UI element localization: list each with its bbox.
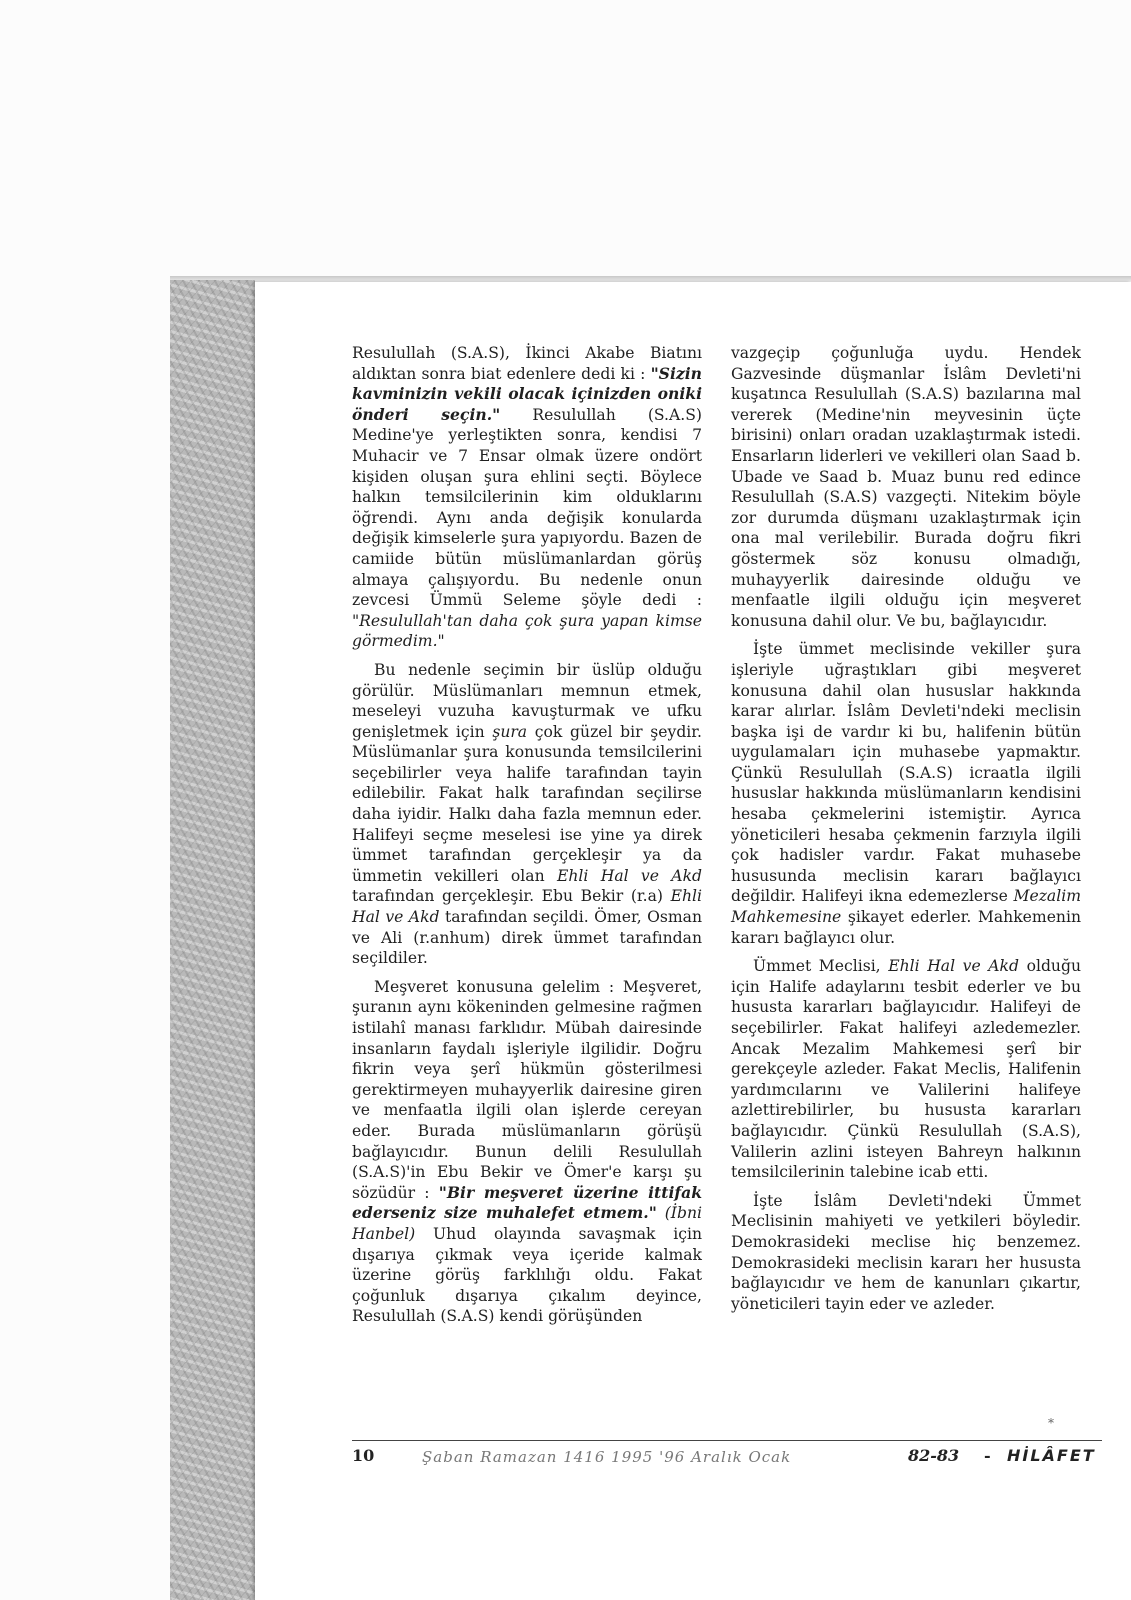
footer-rule (352, 1440, 1102, 1441)
quote: "Sizin kavminizin vekili olacak içinizden oniki önderi seçin." (352, 363, 702, 424)
text-column-left (352, 343, 702, 1335)
footer-separator: - (984, 1446, 991, 1465)
paragraph: İşte İslâm Devleti'ndeki Ümmet Meclisinin mahiyeti ve yetkileri böyledir. Demokrasideki meclise hiç benzemez. Demokrasideki meclisin kararı her hususta bağlayıcıdır ve hem de kanunları çıkartır, yöneticileri tayin eder ve azleder. (731, 1191, 1081, 1313)
paragraph: Ümmet Meclisi, Ehli Hal ve Akd olduğu için Halife adaylarını tesbit ederler ve bu hususta kararları bağlayıcıdır. Halifeyi de seçebilirler. Fakat halifeyi azledemezler. Ancak Mezalim Mahkemesi şerî bir gerekçeyle azleder. Fakat Meclis, Halifenin yardımcılarını ve Valilerini halifeye azlettirebilirler, bu hususta kararları bağlayıcıdır. Çünkü Resulullah (S.A.S), Valilerin azlini isteyen Bahreyn halkının temsilcilerinin talebine icab etti. (731, 957, 1081, 1182)
page-footer (352, 1446, 1102, 1472)
text-column-right (731, 343, 1081, 1322)
issue-date: Şaban Ramazan 1416 1995 '96 Aralık Ocak (422, 1448, 792, 1466)
magazine-logo: HİLÂFET (1007, 1446, 1096, 1465)
paragraph: İşte ümmet meclisinde vekiller şura işleriyle uğraştıkları gibi meşveret konusuna dahil olan hususlar hakkında karar alırlar. İslâm Devleti'ndeki meclisin başka işi de vardır ki bu, halifenin bütün uygulamaları için muhasebe yapmaktır. Çünkü Resulullah (S.A.S) icraatla ilgili hususlar hakkında müslümanların kendisini hesaba çekmelerini istemiştir. Ayrıca yöneticileri hesaba çekmenin farzıyla ilgili çok hadisler vardır. Fakat muhasebe hususunda meclisin kararı bağlayıcı değildir. Halifeyi ikna edemezlerse Mezalim Mahkemesine şikayet ederler. Mahkemenin kararı bağlayıcı olur. (731, 640, 1081, 947)
issue-number: 82-83 (908, 1446, 960, 1465)
end-mark: * (1048, 1416, 1054, 1430)
paragraph: Meşveret konusuna gelelim : Meşveret, şuranın aynı kökeninden gelmesine rağmen istilahî manası farklıdır. Mübah dairesinde insanların faydalı işleriyle ilgilidir. Doğru fikrin veya şerî hükmün gösterilmesi gerektirmeyen muhayyerlik dairesine giren ve menfaatla ilgili olan işlerde cereyan eder. Burada müslümanların görüşü bağlayıcıdır. Bunun delili Resulullah (S.A.S)'in Ebu Bekir ve Ömer'e karşı şu sözüdür : "Bir meşveret üzerine ittifak ederseniz size muhalefet etmem." (İbni Hanbel) Uhud olayında savaşmak için dışarıya çıkmak veya içeride kalmak üzerine görüş farklılığı oldu. Fakat çoğunluk dışarıya çıkalım deyince, Resulullah (S.A.S) kendi görüşünden (352, 977, 703, 1326)
paragraph: vazgeçip çoğunluğa uydu. Hendek Gazvesinde düşmanlar İslâm Devleti'ni kuşatınca Resulullah (S.A.S) bazılarına mal vererek (Medine'nin meyvesinin üçte birisini) onları oradan uzaklaştırmak istedi. Ensarların liderleri ve vekilleri olan Saad b. Ubade ve Saad b. Muaz bunu red edince Resulullah (S.A.S) vazgeçti. Nitekim böyle zor durumda düşmanı uzaklaştırmak için ona mal verilebilir. Burada doğru fikri göstermek söz konusu olmadığı, muhayyerlik dairesinde olduğu ve menfaatle ilgili olduğu için meşveret konusuna dahil olur. Ve bu, bağlayıcıdır. (731, 344, 1081, 630)
textured-cover-strip (170, 280, 255, 1600)
quote: "Bir meşveret üzerine ittifak ederseniz size muhalefet etmem." (352, 1182, 703, 1223)
page-number: 10 (352, 1446, 375, 1465)
citation: (İbni Hanbel) (352, 1204, 702, 1243)
quote: "Resulullah'tan daha çok şura yapan kimse görmedim." (352, 611, 702, 651)
paragraph: Bu nedenle seçimin bir üslüp olduğu görülür. Müslümanları memnun etmek, meseleyi vuzuha kavuşturmak ve ufku genişletmek için şura çok güzel bir şeydir. Müslümanlar şura konusunda temsilcilerini seçebilirler veya halife tarafından tayin edilebilir. Fakat halk tarafından seçilirse daha iyidir. Halkı daha fazla memnun eder. Halifeyi seçme meselesi ise yine ya direk ümmet tarafından gerçekleşir ya da ümmetin vekilleri olan Ehli Hal ve Akd tarafından gerçekleşir. Ebu Bekir (r.a) Ehli Hal ve Akd tarafından seçildi. Ömer, Osman ve Ali (r.anhum) direk ümmet tarafından seçildiler. (352, 660, 703, 968)
paragraph: Resulullah (S.A.S), İkinci Akabe Biatını aldıktan sonra biat edenlere dedi ki : "Sizin kavminizin vekili olacak içinizden oniki önderi seçin." Resulullah (S.A.S) Medine'ye yerleştikten sonra, kendisi 7 Muhacir ve 7 Ensar olmak üzere ondört kişiden oluşan şura ehlini seçti. Böylece halkın temsilcilerinin kim olduklarını öğrendi. Aynı anda değişik konularda değişik kimselerle şura yapıyordu. Bazen de camiide bütün müslümanlardan görüş almaya çalışıyordu. Bu nedenle onun zevcesi Ümmü Seleme şöyle dedi : "Resulullah'tan daha çok şura yapan kimse görmedim." (352, 344, 702, 651)
